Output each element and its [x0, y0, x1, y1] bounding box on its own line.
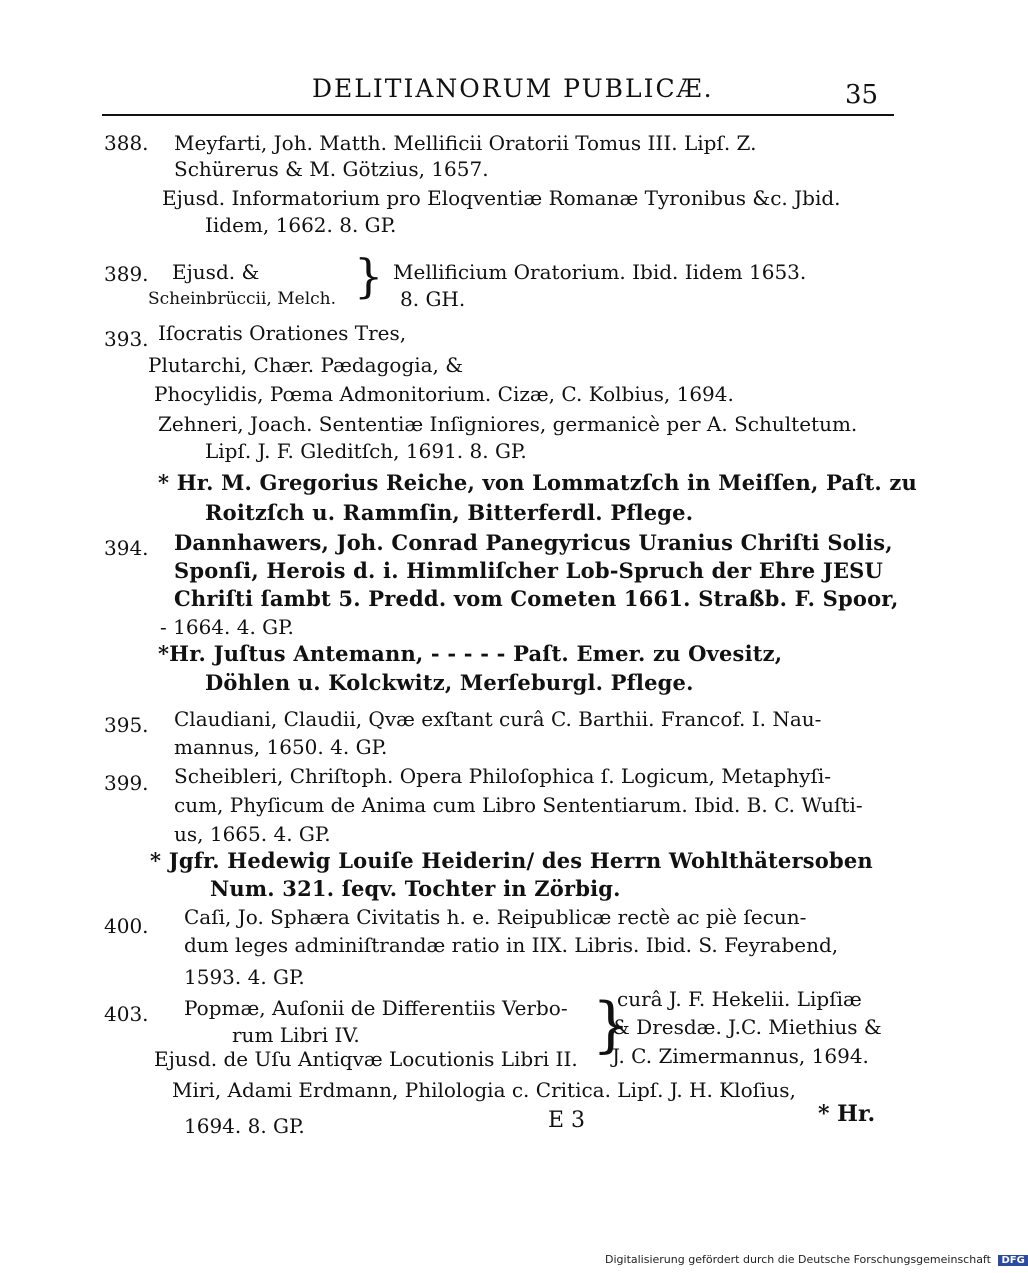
entry-line: Phocylidis, Pœma Admonitorium. Cizæ, C. Kolbius, 1694.	[154, 382, 734, 406]
header-rule	[102, 114, 894, 116]
entry-line: curâ J. F. Hekelii. Lipſiæ	[617, 987, 862, 1011]
entry-line: - 1664. 4. GP.	[160, 615, 294, 639]
entry-line: Ejusd. Informatorium pro Eloqventiæ Romanæ Tyronibus &c. Jbid.	[162, 186, 841, 210]
entry-line: Iidem, 1662. 8. GP.	[205, 213, 397, 237]
entry-line: Popmæ, Auſonii de Differentiis Verbo-	[184, 996, 568, 1020]
footer-text: Digitalisierung gefördert durch die Deutsche Forschungsgemeinschaft	[605, 1253, 991, 1266]
entry-line: Lipſ. J. F. Gleditſch, 1691. 8. GP.	[205, 439, 527, 463]
entry-line: Scheinbrüccii, Melch.	[148, 289, 337, 309]
entry-number: 400.	[104, 914, 149, 938]
entry-number: 388.	[104, 131, 149, 155]
entry-line: 8. GH.	[400, 287, 466, 311]
entry-number: 399.	[104, 771, 149, 795]
entry-number: 389.	[104, 262, 149, 286]
entry-line: Dannhawers, Joh. Conrad Panegyricus Uranius Chriſti Solis,	[174, 530, 893, 555]
entry-line: Iſocratis Orationes Tres,	[158, 321, 407, 345]
entry-line: rum Libri IV.	[232, 1023, 360, 1047]
entry-line: Plutarchi, Chær. Pædagogia, &	[148, 353, 464, 377]
entry-number: 394.	[104, 536, 149, 560]
catchword: * Hr.	[818, 1101, 876, 1127]
entry-line: Claudiani, Claudii, Qvæ exſtant curâ C. Barthii. Francof. I. Nau-	[174, 707, 822, 731]
entry-line: Num. 321. ſeqv. Tochter in Zörbig.	[210, 876, 621, 901]
entry-line: Meyfarti, Joh. Matth. Mellificii Oratorii Tomus III. Lipſ. Z.	[174, 131, 757, 155]
entry-line: 1694. 8. GP.	[184, 1114, 305, 1138]
entry-line: cum, Phyſicum de Anima cum Libro Sententiarum. Ibid. B. C. Wuſti-	[174, 793, 863, 817]
footer-credit	[605, 1253, 1028, 1266]
entry-line: 1593. 4. GP.	[184, 965, 305, 989]
entry-line: Ejusd. de Uſu Antiqvæ Locutionis Libri II.	[154, 1047, 578, 1071]
entry-line: Ejusd. &	[172, 260, 260, 284]
entry-line: mannus, 1650. 4. GP.	[174, 735, 388, 759]
dfg-logo: DFG	[998, 1255, 1027, 1266]
entry-number: 403.	[104, 1002, 149, 1026]
brace-glyph: }	[592, 990, 631, 1060]
entry-line: Mellificium Oratorium. Ibid. Iidem 1653.	[393, 260, 807, 284]
entry-number: 395.	[104, 713, 149, 737]
entry-line: Miri, Adami Erdmann, Philologia c. Critica. Lipſ. J. H. Kloſius,	[172, 1078, 796, 1102]
entry-line: Zehneri, Joach. Sententiæ Inſigniores, germanicè per A. Schultetum.	[158, 412, 858, 436]
entry-line: Scheibleri, Chriſtoph. Opera Philoſophica ſ. Logicum, Metaphyſi-	[174, 764, 832, 788]
entry-line: Roitzſch u. Rammſin, Bitterferdl. Pflege.	[205, 500, 694, 525]
entry-number: 393.	[104, 327, 149, 351]
running-head: DELITIANORUM PUBLICÆ.	[312, 74, 714, 103]
entry-line: J. C. Zimermannus, 1694.	[612, 1044, 869, 1068]
entry-line: Schürerus & M. Götzius, 1657.	[174, 157, 489, 181]
entry-line: us, 1665. 4. GP.	[174, 822, 331, 846]
entry-line: dum leges adminiſtrandæ ratio in IIX. Libris. Ibid. S. Feyrabend,	[184, 933, 839, 957]
entry-line: Caſi, Jo. Sphæra Civitatis h. e. Reipublicæ rectè ac piè ſecun-	[184, 905, 807, 929]
entry-line: *Hr. Juſtus Antemann, - - - - - Paſt. Emer. zu Ovesitz,	[158, 641, 783, 666]
entry-line: Döhlen u. Kolckwitz, Merſeburgl. Pflege.	[205, 670, 694, 695]
entry-line: * Hr. M. Gregorius Reiche, von Lommatzſch in Meiſſen, Paſt. zu	[158, 470, 917, 495]
signature-mark: E 3	[548, 1108, 586, 1133]
brace-glyph: }	[354, 249, 384, 303]
entry-line: & Dresdæ. J.C. Miethius &	[612, 1015, 882, 1039]
entry-line: Sponſi, Herois d. i. Himmliſcher Lob-Spruch der Ehre JESU	[174, 558, 884, 583]
entry-line: Chriſti ſambt 5. Predd. vom Cometen 1661. Straßb. F. Spoor,	[174, 586, 899, 611]
page-number: 35	[845, 80, 879, 110]
entry-line: * Jgfr. Hedewig Louiſe Heiderin/ des Herrn Wohlthätersoben	[150, 848, 873, 873]
